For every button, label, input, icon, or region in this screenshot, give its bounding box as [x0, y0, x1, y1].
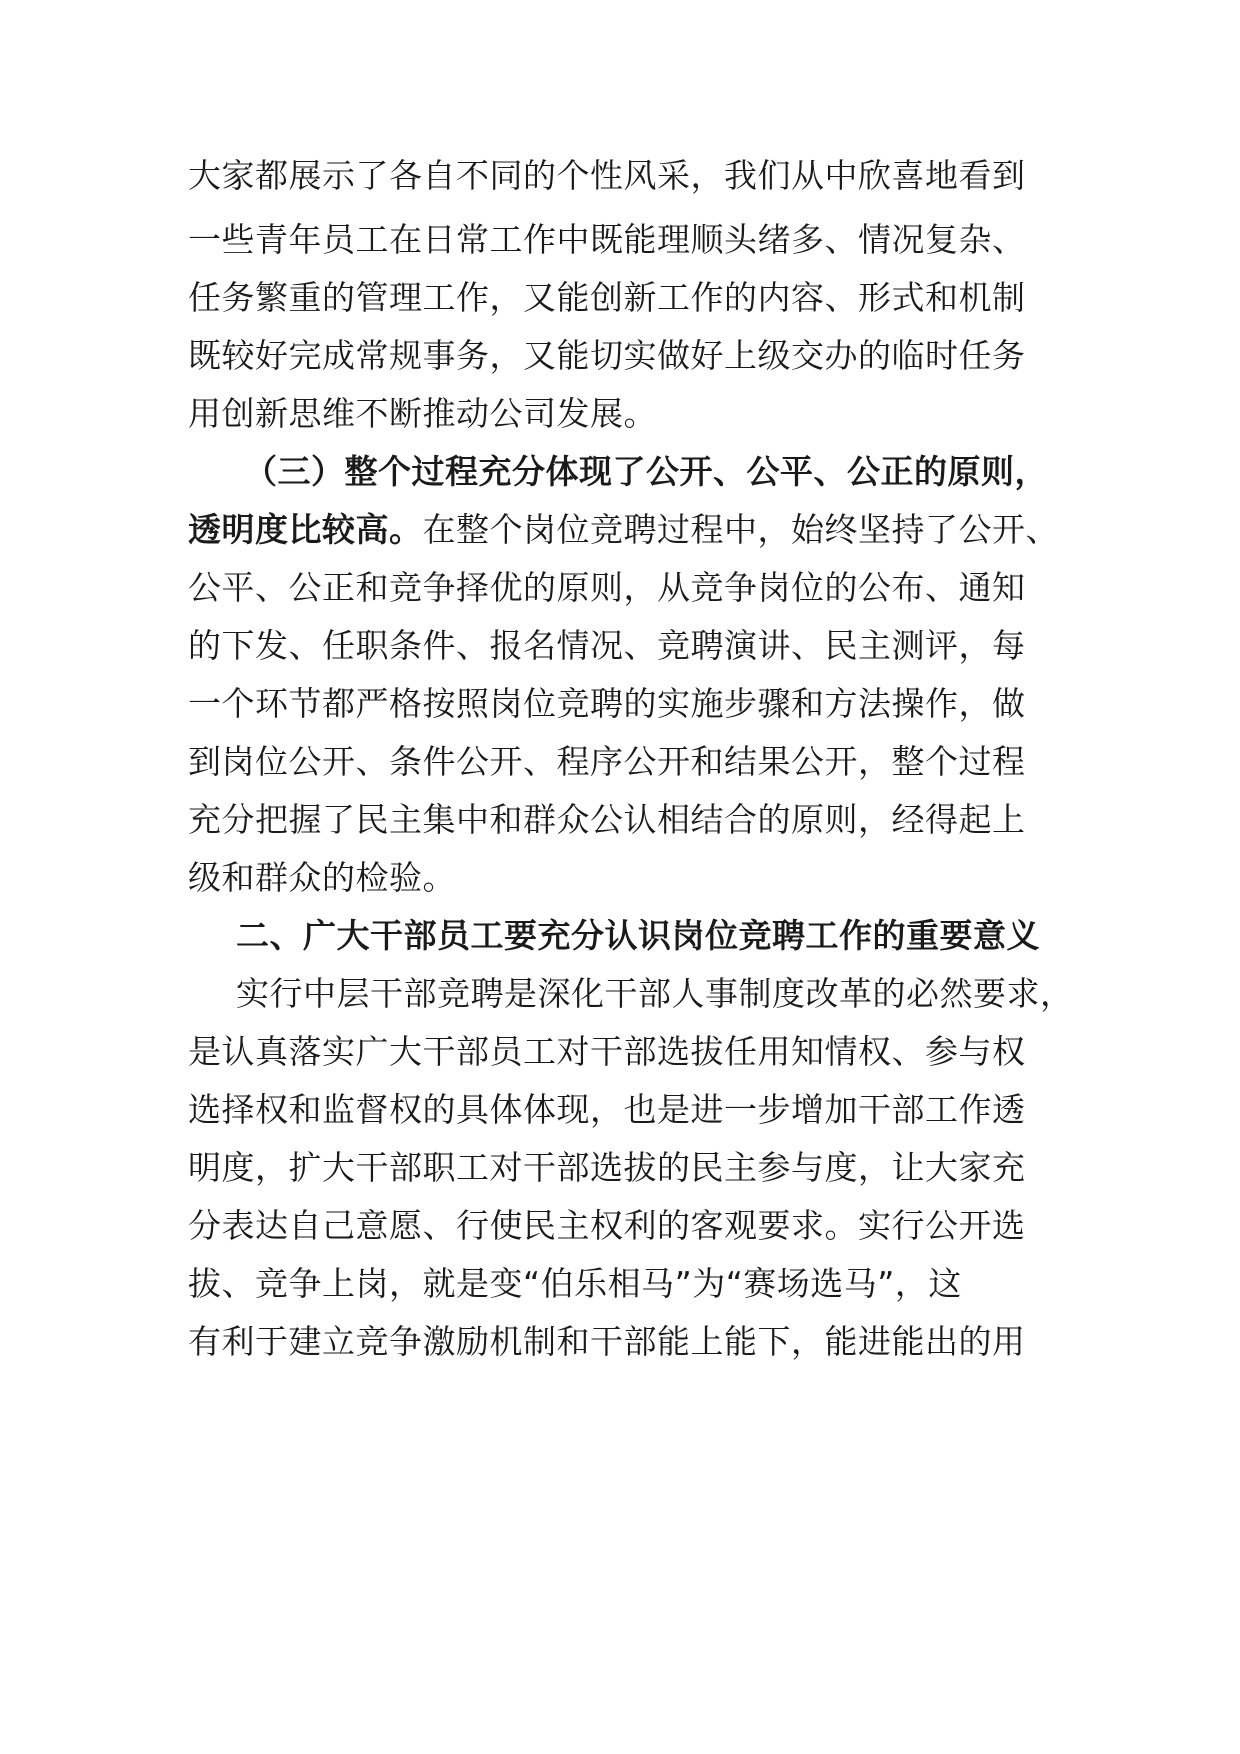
paragraph-2-line-2: [188, 498, 1059, 562]
subsection-heading-3-continuation: 透明度比较高。: [188, 510, 423, 549]
paragraph-1-line-2: 一些青年员工在日常工作中既能理顺头绪多、情况复杂、: [188, 220, 1026, 259]
paragraph-3-line-2: 是认真落实广大干部员工对干部选拔任用知情权、参与权: [188, 1032, 1026, 1071]
subsection-heading-3: （三）整个过程充分体现了公开、公平、公正的原则，: [244, 452, 1048, 491]
paragraph-2-line-5: 一个环节都严格按照岗位竞聘的实施步骤和方法操作，做: [188, 684, 1026, 723]
paragraph-1-line-4: 既较好完成常规事务，又能切实做好上级交办的临时任务: [188, 336, 1026, 375]
paragraph-3-line-1: 实行中层干部竞聘是深化干部人事制度改革的必然要求，: [236, 974, 1074, 1013]
paragraph-1-line-3: 任务繁重的管理工作，又能创新工作的内容、形式和机制: [188, 278, 1026, 317]
paragraph-2-line-3: 公平、公正和竞争择优的原则，从竞争岗位的公布、通知: [188, 568, 1026, 607]
paragraph-3-line-7: 有利于建立竞争激励机制和干部能上能下，能进能出的用: [188, 1322, 1026, 1361]
paragraph-1-line-5: 用创新思维不断推动公司发展。: [188, 394, 657, 433]
paragraph-2-line-7: 充分把握了民主集中和群众公认相结合的原则，经得起上: [188, 800, 1026, 839]
paragraph-3-line-4: 明度，扩大干部职工对干部选拔的民主参与度，让大家充: [188, 1148, 1026, 1187]
paragraph-2-line-8: 级和群众的检验。: [188, 858, 456, 897]
section-heading-2: 二、广大干部员工要充分认识岗位竞聘工作的重要意义: [236, 916, 1040, 955]
paragraph-3-line-5: 分表达自己意愿、行使民主权利的客观要求。实行公开选: [188, 1206, 1026, 1245]
paragraph-2-line-4: 的下发、任职条件、报名情况、竞聘演讲、民主测评，每: [188, 626, 1026, 665]
paragraph-2-line-6: 到岗位公开、条件公开、程序公开和结果公开，整个过程: [188, 742, 1026, 781]
paragraph-2-line-2-text: 在整个岗位竞聘过程中，始终坚持了公开、: [422, 510, 1059, 549]
paragraph-3-line-6: 拔、竞争上岗，就是变“伯乐相马”为“赛场选马”，这: [188, 1264, 962, 1303]
paragraph-1-line-1: 大家都展示了各自不同的个性风采，我们从中欣喜地看到: [188, 156, 1026, 195]
paragraph-3-line-3: 选择权和监督权的具体体现，也是进一步增加干部工作透: [188, 1090, 1026, 1129]
